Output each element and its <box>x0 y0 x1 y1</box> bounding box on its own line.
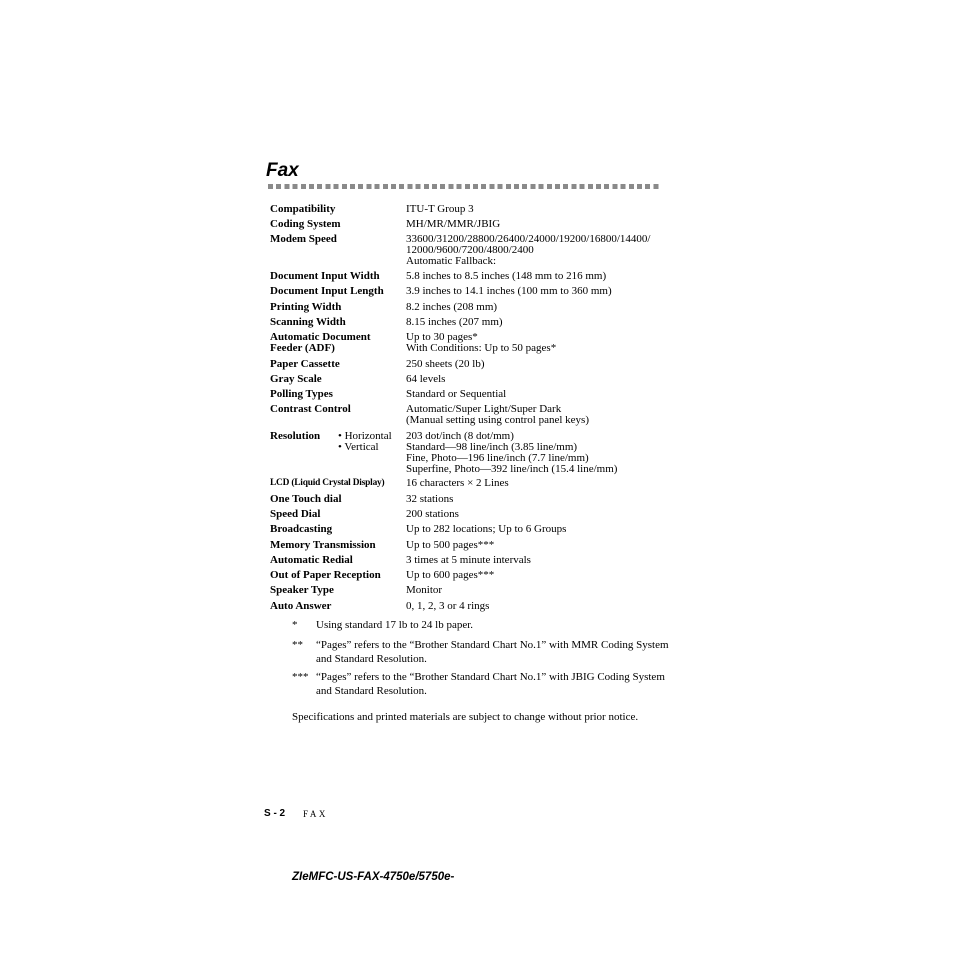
spec-label: Paper Cassette <box>270 358 340 370</box>
spec-label: Resolution <box>270 430 321 442</box>
spec-label: Broadcasting <box>270 523 333 535</box>
footnote-text: “Pages” refers to the “Brother Standard Chart No.1” with MMR Coding System and Standard Resolution. <box>316 639 669 665</box>
spec-value: Up to 600 pages*** <box>406 569 495 581</box>
spec-value: Up to 282 locations; Up to 6 Groups <box>406 523 567 535</box>
footnote-mark: *** <box>292 671 309 683</box>
spec-value: 8.2 inches (208 mm) <box>406 301 498 313</box>
spec-label: Document Input Width <box>270 270 380 282</box>
spec-label: Scanning Width <box>270 316 346 328</box>
spec-value: 5.8 inches to 8.5 inches (148 mm to 216 mm) <box>406 270 607 282</box>
spec-value: Up to 500 pages*** <box>406 539 495 551</box>
footnote-mark: ** <box>292 639 303 651</box>
page-number: S - 2 <box>264 808 286 819</box>
spec-value: 32 stations <box>406 493 454 505</box>
spec-value: Standard or Sequential <box>406 388 507 400</box>
spec-value: 3.9 inches to 14.1 inches (100 mm to 360 mm) <box>406 285 612 297</box>
spec-value: MH/MR/MMR/JBIG <box>406 218 501 230</box>
spec-value: 250 sheets (20 lb) <box>406 358 485 370</box>
spec-label: LCD (Liquid Crystal Display) <box>270 478 385 488</box>
spec-value: 200 stations <box>406 508 459 520</box>
spec-value: 203 dot/inch (8 dot/mm) Standard—98 line/inch (3.85 line/mm) Fine, Photo—196 line/inch (7.7 line/mm) Superfine, Photo—392 line/inch (15.4 line/mm) <box>406 430 618 475</box>
spec-label: Memory Transmission <box>270 539 376 551</box>
spec-label: Automatic Document Feeder (ADF) <box>270 331 371 354</box>
change-notice: Specifications and printed materials are subject to change without prior notice. <box>292 711 639 723</box>
spec-value: 16 characters × 2 Lines <box>406 477 509 489</box>
footnote-text: Using standard 17 lb to 24 lb paper. <box>316 619 474 631</box>
section-title: Fax <box>266 160 299 181</box>
spec-label: Polling Types <box>270 388 333 400</box>
document-id: ZIeMFC-US-FAX-4750e/5750e- <box>292 871 455 883</box>
spec-label: Document Input Length <box>270 285 384 297</box>
title-dotted-rule <box>268 184 661 189</box>
spec-label: Speed Dial <box>270 508 321 520</box>
spec-label: Modem Speed <box>270 233 337 245</box>
spec-label: Gray Scale <box>270 373 322 385</box>
spec-value: 8.15 inches (207 mm) <box>406 316 503 328</box>
spec-label: Printing Width <box>270 301 342 313</box>
spec-label: Compatibility <box>270 203 336 215</box>
spec-value: Monitor <box>406 584 443 596</box>
spec-value: Automatic/Super Light/Super Dark (Manual setting using control panel keys) <box>406 403 589 426</box>
spec-label: Contrast Control <box>270 403 351 415</box>
spec-label: Speaker Type <box>270 584 334 596</box>
footnote-mark: * <box>292 619 298 631</box>
spec-value: Up to 30 pages* With Conditions: Up to 50 pages* <box>406 331 557 354</box>
spec-label: Out of Paper Reception <box>270 569 381 581</box>
footer-section-name: FAX <box>303 809 328 819</box>
spec-label: One Touch dial <box>270 493 342 505</box>
spec-value: 0, 1, 2, 3 or 4 rings <box>406 600 490 612</box>
resolution-sublabels: • Horizontal • Vertical <box>338 430 392 453</box>
spec-value: 64 levels <box>406 373 446 385</box>
spec-label: Coding System <box>270 218 341 230</box>
spec-value: 3 times at 5 minute intervals <box>406 554 531 566</box>
spec-label: Auto Answer <box>270 600 332 612</box>
spec-label: Automatic Redial <box>270 554 353 566</box>
spec-value: ITU-T Group 3 <box>406 203 474 215</box>
footnote-text: “Pages” refers to the “Brother Standard Chart No.1” with JBIG Coding System and Standard Resolution. <box>316 671 665 697</box>
spec-value: 33600/31200/28800/26400/24000/19200/16800/14400/ 12000/9600/7200/4800/2400 Automatic Fallback: <box>406 233 651 267</box>
